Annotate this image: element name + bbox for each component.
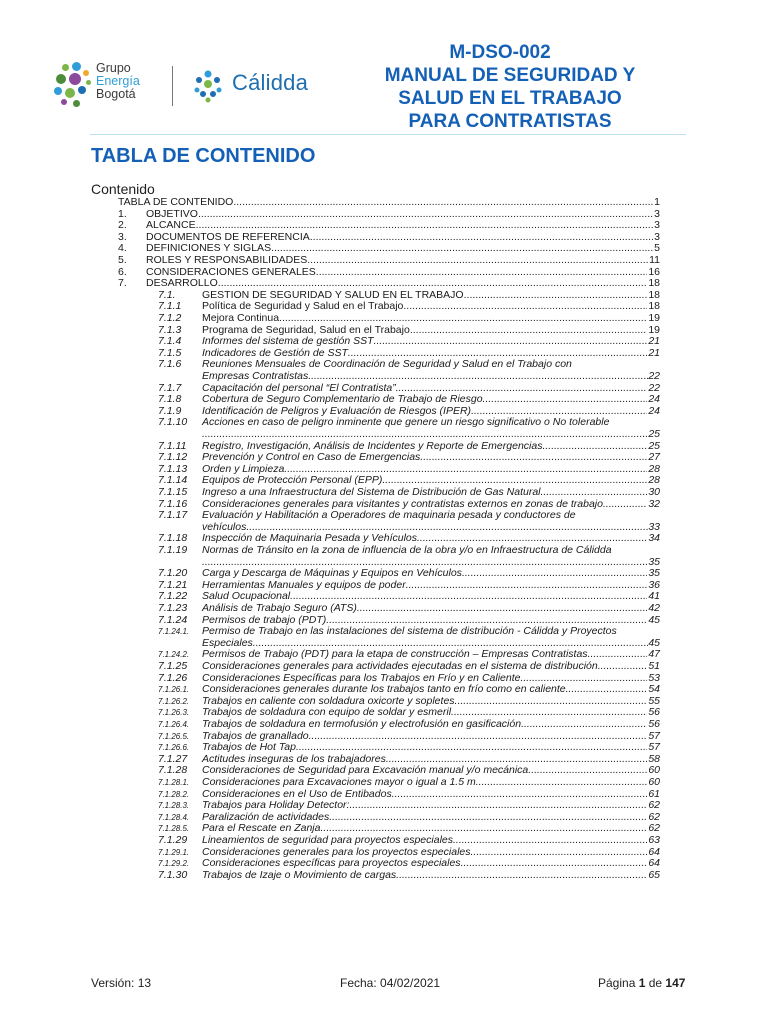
toc-entry-title: Permisos de Trabajo (PDT) para la etapa de construcción – Empresas Contratistas xyxy=(202,648,588,661)
toc-entry-page: 28 xyxy=(648,474,660,487)
toc-entry-title: Herramientas Manuales y equipos de poder xyxy=(202,578,406,591)
toc-entry-page: 24 xyxy=(648,404,660,417)
toc-entry-title: Análisis de Trabajo Seguro (ATS) xyxy=(202,602,357,614)
toc-entry-number: 7.1.17 xyxy=(158,509,188,522)
toc-entry-number: 7.1.28 xyxy=(158,764,188,777)
toc-entry-page: 36 xyxy=(648,578,660,591)
toc-entry-page: 62 xyxy=(648,810,660,823)
toc-entry-number: 7.1.29 xyxy=(158,834,188,846)
toc-entry-number: 7.1.29.2. xyxy=(158,859,190,869)
toc-entry-number: 7.1.28.2. xyxy=(158,789,190,799)
toc-entry-number: 7.1.3 xyxy=(158,323,182,336)
toc-entry-title-continued: vehículos xyxy=(202,520,247,533)
toc-entry-number: 2. xyxy=(118,219,127,232)
toc-entry-page: 45 xyxy=(648,636,660,649)
toc-entry-number: 7.1.29.1. xyxy=(158,847,190,857)
toc-entry-page: 18 xyxy=(648,300,660,313)
toc-entry-number: 7.1.25 xyxy=(158,660,188,672)
toc-entry-number: 7.1.28.4. xyxy=(158,812,190,822)
toc-entry-page: 60 xyxy=(648,776,660,788)
toc-entry-title: Prevención y Control en Caso de Emergencias xyxy=(202,451,421,464)
toc-entry-number: 7.1.18 xyxy=(158,532,188,545)
toc-entry-number: 1. xyxy=(118,207,127,220)
toc-entry-number: 7.1. xyxy=(158,288,176,301)
toc-entry-number: 7.1.26.4. xyxy=(158,720,190,729)
toc-entry-number: 7.1.21 xyxy=(158,578,188,591)
toc-entry-title: Paralización de actividades xyxy=(202,810,330,823)
toc-entry-page: 65 xyxy=(648,868,660,881)
toc-entry-number: 7.1.8 xyxy=(158,393,182,406)
toc-entry-page: 33 xyxy=(648,520,660,533)
toc-entry-number: 7.1.23 xyxy=(158,602,188,614)
toc-entry-title: Informes del sistema de gestión SST xyxy=(202,335,374,348)
toc-entry-title: Consideraciones generales para los proyectos especiales xyxy=(202,845,471,858)
contenido-label: Contenido xyxy=(91,181,155,197)
toc-entry-number: 7.1.24.2. xyxy=(158,650,190,660)
document-title-line-1: MANUAL DE SEGURIDAD Y xyxy=(384,65,636,86)
toc-entry-page: 3 xyxy=(654,219,660,232)
toc-entry-title: Normas de Tránsito en la zona de influencia de la obra y/o en Infraestructura de Cálidda xyxy=(202,544,612,556)
toc-entry-number: 7.1.20 xyxy=(158,567,188,580)
toc-entry-page: 35 xyxy=(648,567,660,580)
footer-version: Versión: 13 xyxy=(91,976,152,990)
toc-dot-leader xyxy=(396,869,647,882)
calidda-logo-text: Cálidda xyxy=(232,70,309,95)
toc-entry-number: 7.1.16 xyxy=(158,497,188,510)
toc-entry-number: 7.1.6 xyxy=(158,358,182,371)
toc-entry-page: 57 xyxy=(648,729,660,742)
toc-entry-page: 18 xyxy=(648,288,660,301)
toc-entry-number: 7.1.9 xyxy=(158,404,182,417)
toc-entry-number: 6. xyxy=(118,265,127,278)
header-rule xyxy=(90,134,686,135)
footer-page-total: 147 xyxy=(665,976,686,990)
toc-entry-title: DESARROLLO xyxy=(146,277,218,290)
toc-entry-title: Actitudes inseguras de los trabajadores xyxy=(202,752,386,765)
toc-entry-page: 41 xyxy=(648,590,660,603)
logo-divider xyxy=(172,66,173,106)
toc-entry-page: 28 xyxy=(648,462,660,475)
toc-entry-page: 57 xyxy=(648,741,660,754)
toc-entry-title: Permisos de trabajo (PDT) xyxy=(202,613,327,626)
toc-entry-page: 62 xyxy=(648,799,660,812)
toc-entry-title: Consideraciones de Seguridad para Excavación manual y/o mecánica xyxy=(202,764,529,777)
toc-entry-number: 7.1.28.5. xyxy=(158,824,190,834)
calidda-flame-icon xyxy=(190,68,226,104)
document-title xyxy=(360,64,660,133)
toc-entry-page: 22 xyxy=(648,381,660,394)
toc-entry-title: Reuniones Mensuales de Coordinación de Seguridad y Salud en el Trabajo con xyxy=(202,358,572,371)
toc-entry-title: Registro, Investigación, Análisis de Incidentes y Reporte de Emergencias xyxy=(202,439,543,452)
grupo-energia-bogota-logo xyxy=(52,60,172,110)
toc-entry-page: 19 xyxy=(648,312,660,324)
toc-entry-title: CONSIDERACIONES GENERALES xyxy=(146,265,316,278)
toc-entry-title: DEFINICIONES Y SIGLAS xyxy=(146,242,272,255)
toc-entry-title: Lineamientos de seguridad para proyectos especiales xyxy=(202,834,453,846)
toc-entry-page: 61 xyxy=(648,787,660,800)
toc-entry-title: ALCANCE xyxy=(146,219,196,232)
toc-entry-title: Salud Ocupacional xyxy=(202,590,291,603)
toc-entry-number: 7.1.10 xyxy=(158,416,188,429)
toc-entry-number: 7.1.2 xyxy=(158,312,182,324)
toc-entry-number: 7.1.26.1. xyxy=(158,685,190,695)
toc-entry-page: 24 xyxy=(648,393,660,406)
geb-line-1: Grupo xyxy=(96,61,131,75)
toc-entry-page: 51 xyxy=(648,660,660,672)
toc-entry-title: Acciones en caso de peligro inminente que genere un riesgo significativo o No tolerable xyxy=(202,416,610,429)
toc-entry-page: 18 xyxy=(648,277,660,290)
toc-entry-number: 5. xyxy=(118,254,127,266)
geb-logo-text xyxy=(96,62,140,101)
toc-entry-number: 7.1.26.2. xyxy=(158,696,190,706)
toc-entry-page: 45 xyxy=(648,613,660,626)
toc-entry-title: Carga y Descarga de Máquinas y Equipos en Vehículos xyxy=(202,567,462,580)
toc-entry-number: 7. xyxy=(118,277,127,290)
toc-entry-title: Trabajos de soldadura con equipo de soldar y esmeril xyxy=(202,706,452,719)
document-title-line-3: PARA CONTRATISTAS xyxy=(408,111,612,132)
toc-entry-page: 35 xyxy=(648,555,660,568)
document-code: M-DSO-002 xyxy=(449,42,551,63)
toc-entry-page: 27 xyxy=(648,451,660,464)
toc-entry-page: 21 xyxy=(648,346,660,359)
toc-entry-number: 7.1.14 xyxy=(158,474,188,487)
toc-entry-title: TABLA DE CONTENIDO xyxy=(118,196,234,208)
toc-entry-title: Consideraciones para Excavaciones mayor o igual a 1.5 m xyxy=(202,776,476,788)
toc-entry-page: 56 xyxy=(648,706,660,719)
toc-entry-title: Cobertura de Seguro Complementario de Trabajo de Riesgo xyxy=(202,393,483,406)
toc-entry-title: ROLES Y RESPONSABILIDADES xyxy=(146,254,308,266)
toc-entry-number: 7.1.7 xyxy=(158,381,182,394)
toc-entry-title: OBJETIVO xyxy=(146,207,198,220)
toc-entry-number: 7.1.13 xyxy=(158,462,188,475)
toc-entry-title: Equipos de Protección Personal (EPP) xyxy=(202,474,383,487)
toc-entry-page: 58 xyxy=(648,752,660,765)
toc-entry-title: Trabajos de Izaje o Movimiento de cargas xyxy=(202,868,397,881)
toc-entry-page: 19 xyxy=(648,323,660,336)
toc-entry-page: 32 xyxy=(648,497,660,510)
toc-entry-title: Inspección de Maquinaria Pesada y Vehículos xyxy=(202,532,417,545)
toc-entry-title: Trabajos para Holiday Detector: xyxy=(202,799,350,812)
footer-page-prefix: Página xyxy=(598,976,639,990)
toc-entry-number: 7.1.26.3. xyxy=(158,708,190,718)
toc-entry-number: 7.1.11 xyxy=(158,439,187,452)
toc-entry-number: 7.1.26.5. xyxy=(158,731,190,741)
footer-page-number xyxy=(598,976,685,990)
toc-entry-title: Permiso de Trabajo en las instalaciones del sistema de distribución - Cálidda y Proyectos xyxy=(202,625,617,638)
toc-entry-title: Consideraciones específicas para proyectos especiales xyxy=(202,857,461,870)
toc-entry-title: DOCUMENTOS DE REFERENCIA xyxy=(146,230,310,243)
toc-entry-page: 55 xyxy=(648,694,660,707)
toc-entry-number: 7.1.22 xyxy=(158,590,188,603)
toc-entry-title: Mejora Continua xyxy=(202,312,280,324)
toc-entry-page: 22 xyxy=(648,370,660,382)
toc-entry-page: 64 xyxy=(648,845,660,858)
toc-entry-number: 7.1.27 xyxy=(158,752,188,765)
toc-entry-page: 60 xyxy=(648,764,660,777)
toc-entry-number: 7.1.24.1. xyxy=(158,627,190,637)
toc-entry-title: Trabajos en caliente con soldadura oxicorte y sopletes xyxy=(202,694,455,707)
toc-entry-page: 47 xyxy=(648,648,660,661)
toc-entry-page: 3 xyxy=(654,230,660,243)
toc-entry-page: 34 xyxy=(648,532,660,545)
toc-entry-title: Identificación de Peligros y Evaluación de Riesgos (IPER) xyxy=(202,404,472,417)
toc-entry-page: 25 xyxy=(648,439,660,452)
document-title-line-2: SALUD EN EL TRABAJO xyxy=(398,88,622,109)
toc-entry-number: 7.1.28.1. xyxy=(158,778,190,787)
toc-entry-page: 53 xyxy=(648,671,660,684)
toc-entry-page: 64 xyxy=(648,857,660,870)
toc-entry-title-continued: Empresas Contratistas xyxy=(202,370,309,382)
toc-entry-page: 21 xyxy=(648,335,660,348)
toc-entry-title: Consideraciones en el Uso de Entibados xyxy=(202,787,392,800)
toc-entry-page: 62 xyxy=(648,822,660,835)
toc-entry-page: 56 xyxy=(648,718,660,730)
toc-entry-title: Política de Seguridad y Salud en el Trabajo xyxy=(202,300,404,313)
toc-entry-title: Trabajos de soldadura en termofusión y electrofusión en gasificación xyxy=(202,718,522,730)
toc-entry-number: 7.1.1 xyxy=(158,300,182,313)
footer-page-current: 1 xyxy=(638,976,646,990)
toc-entry-number: 7.1.15 xyxy=(158,486,188,498)
toc-entry-title: Programa de Seguridad, Salud en el Trabajo xyxy=(202,323,410,336)
footer-date: Fecha: 04/02/2021 xyxy=(340,976,441,990)
toc-entry-title: Ingreso a una Infraestructura del Sistema de Distribución de Gas Natural xyxy=(202,486,541,498)
geb-line-2: Energía xyxy=(96,74,140,88)
toc-entry-page: 1 xyxy=(654,196,660,208)
toc-entry-page: 63 xyxy=(648,834,660,846)
toc-entry-title: GESTION DE SEGURIDAD Y SALUD EN EL TRABAJO xyxy=(202,288,464,301)
toc-entry-page: 16 xyxy=(648,265,660,278)
toc-entry-number: 7.1.5 xyxy=(158,346,182,359)
footer-page-mid: de xyxy=(645,976,666,990)
toc-entry-title: Consideraciones generales durante los trabajos tanto en frío como en caliente xyxy=(202,683,566,696)
toc-entry-line xyxy=(202,869,660,882)
toc-entry-number: 7.1.24 xyxy=(158,613,188,626)
toc-entry-title: Orden y Limpieza xyxy=(202,462,285,475)
toc-entry-page: 11 xyxy=(649,254,660,266)
toc-entry-title: Trabajos de granallado xyxy=(202,729,309,742)
toc-entry-number: 3. xyxy=(118,230,127,243)
toc-entry-title-continued: Especiales xyxy=(202,636,253,649)
geb-dots-icon xyxy=(52,60,94,108)
toc-entry-page: 3 xyxy=(654,207,660,220)
toc-entry-title: Para el Rescate en Zanja xyxy=(202,822,321,835)
toc-entry-title: Evaluación y Habilitación a Operadores de maquinaria pesada y conductores de xyxy=(202,509,576,522)
toc-heading: TABLA DE CONTENIDO xyxy=(91,145,316,167)
toc-entry-title: Indicadores de Gestión de SST xyxy=(202,346,348,359)
toc-entry-page: 30 xyxy=(648,486,660,498)
toc-entry-number: 7.1.26.6. xyxy=(158,743,190,753)
toc-entry-number: 7.1.12 xyxy=(158,451,188,464)
toc-entry-title: Trabajos de Hot Tap xyxy=(202,741,296,754)
toc-entry-number: 7.1.30 xyxy=(158,868,188,881)
toc-entry-number: 4. xyxy=(118,242,127,255)
geb-line-3: Bogotá xyxy=(96,87,136,101)
toc-entry-number: 7.1.26 xyxy=(158,671,188,684)
toc-entry-page: 5 xyxy=(654,242,660,255)
toc-entry-number: 7.1.28.3. xyxy=(158,801,190,811)
toc-entry-page: 54 xyxy=(648,683,660,696)
toc-entry-number: 7.1.19 xyxy=(158,544,188,556)
toc-entry-number: 7.1.4 xyxy=(158,335,182,348)
toc-entry-title: Consideraciones generales para actividades ejecutadas en el sistema de distribución xyxy=(202,660,598,672)
toc-entry-title: Consideraciones generales para visitantes y contratistas externos en zonas de trabajo xyxy=(202,497,603,510)
toc-entry-title: Consideraciones Específicas para los Trabajos en Frío y en Caliente xyxy=(202,671,521,684)
toc-entry-page: 42 xyxy=(648,602,660,614)
toc-entry[interactable] xyxy=(0,869,768,882)
toc-entry-title: Capacitación del personal “El Contratista” xyxy=(202,381,396,394)
toc-entry-page: 25 xyxy=(648,428,660,440)
